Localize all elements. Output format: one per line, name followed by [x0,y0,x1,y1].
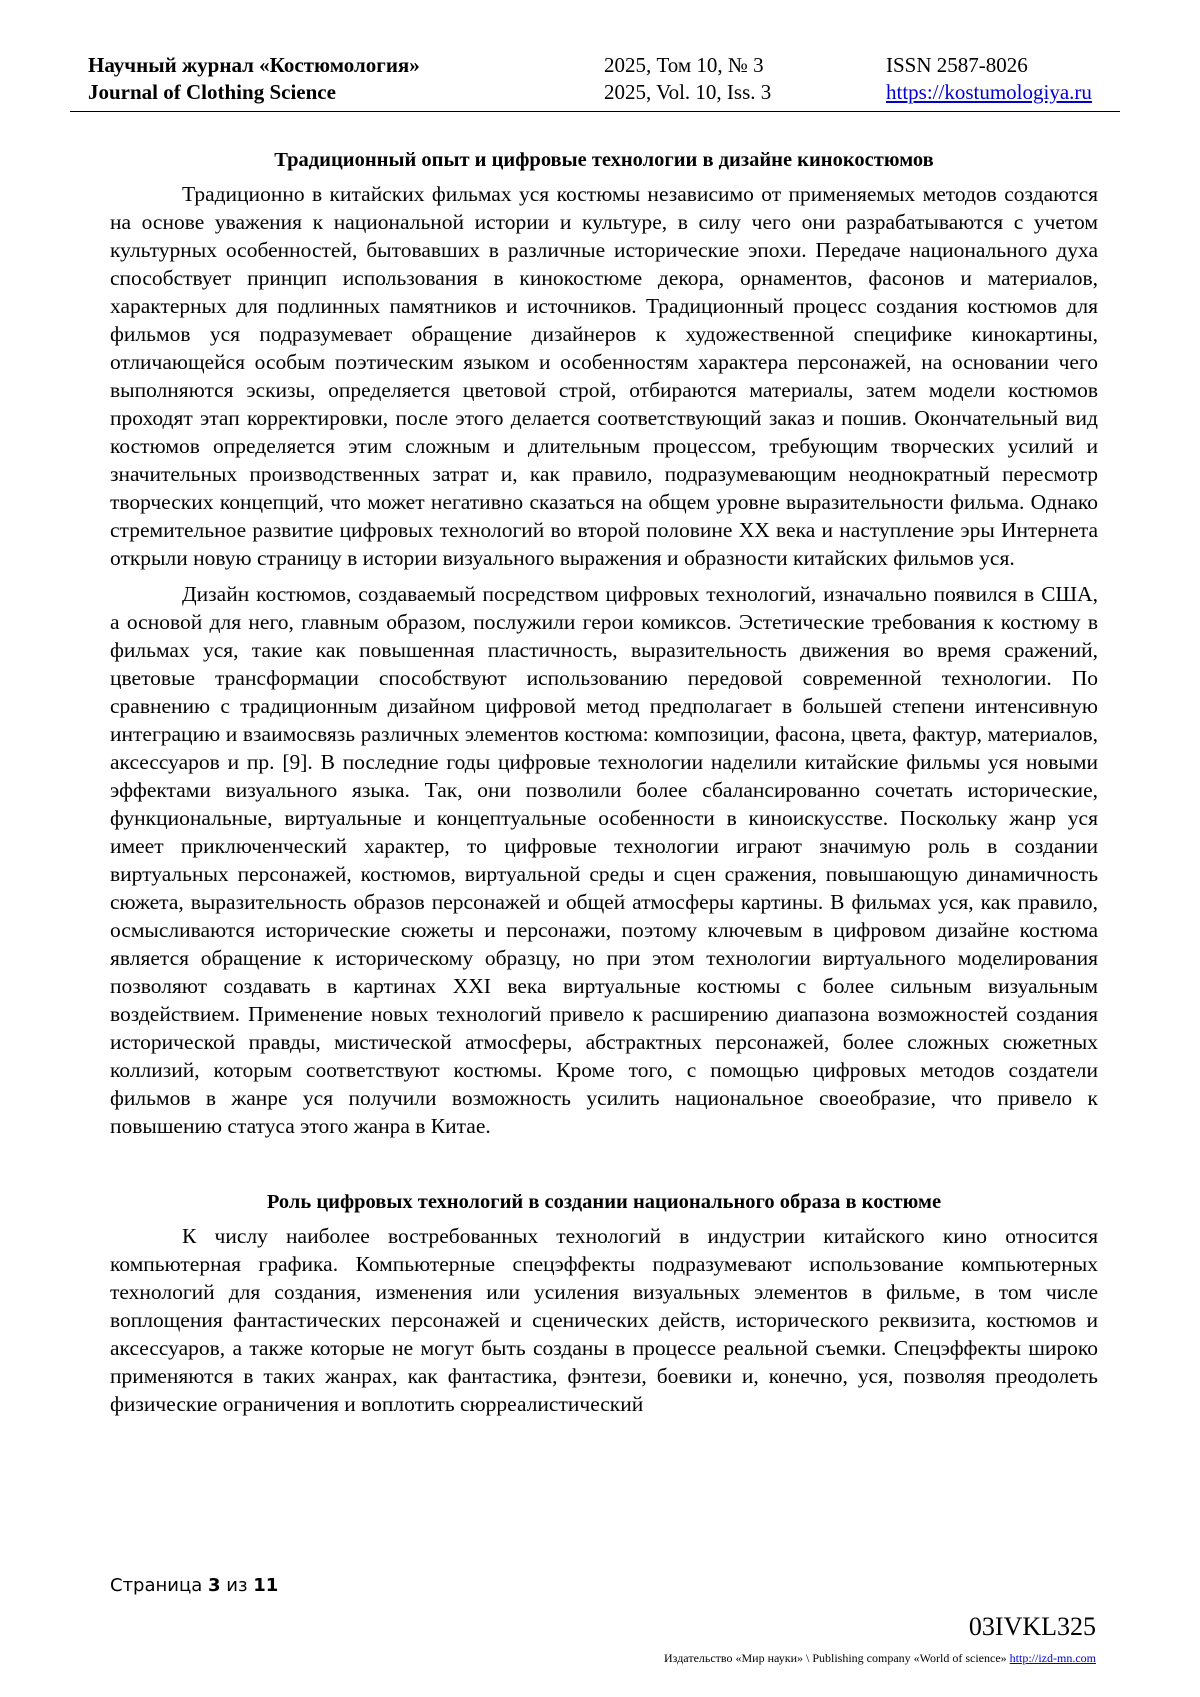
publisher-url-link[interactable]: http://izd-mn.com [1009,1651,1096,1665]
publisher-line [664,1651,1096,1666]
journal-title-ru: Научный журнал «Костюмология» [88,53,420,77]
page-number [110,1575,278,1596]
paragraph-digital-design: Дизайн костюмов, создаваемый посредством цифровых технологий, изначально появился в США, а основой для него, главным образом, послужили герои комиксов. Эстетические требования к костюму в фильмах уся, такие как повышенная пластичность, выразительность движения во время сражений, цветовые трансформации способствуют использованию передовой современной технологии. По сравнению с традиционным дизайном цифровой метод предполагает в большей степени интенсивную интеграцию и взаимосвязь различных элементов костюма: композиции, фасона, цвета, фактур, материалов, аксессуаров и пр. [9]. В последние годы цифровые технологии наделили китайские фильмы уся новыми эффектами визуального языка. Так, они позволили более сбалансированно сочетать исторические, функциональные, виртуальные и концептуальные особенности в киноискусстве. Поскольку жанр уся имеет приключенческий характер, то цифровые технологии играют значимую роль в создании виртуальных персонажей, костюмов, виртуальной среды и сцен сражения, повышающую динамичность сюжета, выразительность образов персонажей и общей атмосферы картины. В фильмах уся, как правило, осмысливаются исторические сюжеты и персонажи, поэтому ключевым в цифровом дизайне костюма является обращение к историческому образцу, но при этом технологии виртуального моделирования позволяют создавать в картинах XXI века виртуальные костюмы с более сильным визуальным воздействием. Применение новых технологий привело к расширению диапазона возможностей создания исторической правды, мистической атмосферы, абстрактных персонажей, более сложных сюжетных коллизий, которым соответствуют костюмы. Кроме того, с помощью цифровых методов создатели фильмов в жанре уся получили возможность усилить национальное своеобразие, что привело к повышению статуса этого жанра в Китае. [110,582,1098,1138]
header-divider [70,111,1120,112]
page-current: 3 [208,1575,221,1596]
page-total: 11 [253,1575,279,1596]
page-label: Страница [110,1575,203,1596]
issn-block [886,52,1092,106]
page-header [88,52,1120,112]
article-body [110,146,1098,1426]
issn: ISSN 2587-8026 [886,53,1028,77]
paragraph-computer-graphics: К числу наиболее востребованных технологий в индустрии китайского кино относится компьютерная графика. Компьютерные спецэффекты подразумевают использование компьютерных технологий для создания, изменения или усиления визуальных элементов в фильме, в том числе воплощения фантастических персонажей и сценических действ, исторического реквизита, костюмов и аксессуаров, а также которые не могут быть созданы в процессе реальной съемки. Спецэффекты широко применяются в таких жанрах, как фантастика, фэнтези, боевики и, конечно, уся, позволяя преодолеть физические ограничения и воплотить сюрреалистический [110,1224,1098,1416]
paragraph-traditional-process: Традиционно в китайских фильмах уся костюмы независимо от применяемых методов создаются на основе уважения к национальной истории и культуре, в силу чего они разрабатываются с учетом культурных особенностей, бытовавших в различные исторические эпохи. Передаче национального духа способствует принцип использования в кинокостюме декора, орнаментов, фасонов и материалов, характерных для подлинных памятников и источников. Традиционный процесс создания костюмов для фильмов уся подразумевает обращение дизайнеров к художественной специфике кинокартины, отличающейся особым поэтическим языком и особенностям характера персонажей, на основании чего выполняются эскизы, определяется цветовой строй, отбираются материалы, затем модели костюмов проходят этап корректировки, после этого делается соответствующий заказ и пошив. Окончательный вид костюмов определяется этим сложным и длительным процессом, требующим творческих усилий и значительных производственных затрат и, как правило, подразумевающим неоднократный пересмотр творческих концепций, что может негативно сказаться на общем уровне выразительности фильма. Однако стремительное развитие цифровых технологий во второй половине XX века и наступление эры Интернета открыли новую страницу в истории визуального выражения и образности китайских фильмов уся. [110,182,1098,570]
publisher-name: Издательство «Мир науки» \ Publishing company «World of science» [664,1651,1007,1665]
issue-block [604,52,771,106]
page-of: из [226,1575,248,1596]
section-heading-national-image: Роль цифровых технологий в создании национального образа в костюме [266,1191,942,1213]
section-heading-traditional-digital: Традиционный опыт и цифровые технологии в дизайне кинокостюмов [274,149,934,171]
article-code: 03IVKL325 [968,1612,1096,1641]
journal-title-en: Journal of Clothing Science [88,80,336,104]
issue-en: 2025, Vol. 10, Iss. 3 [604,80,772,104]
issue-ru: 2025, Том 10, № 3 [604,53,764,77]
journal-url-link[interactable]: https://kostumologiya.ru [886,80,1092,104]
journal-title-block [88,52,420,106]
